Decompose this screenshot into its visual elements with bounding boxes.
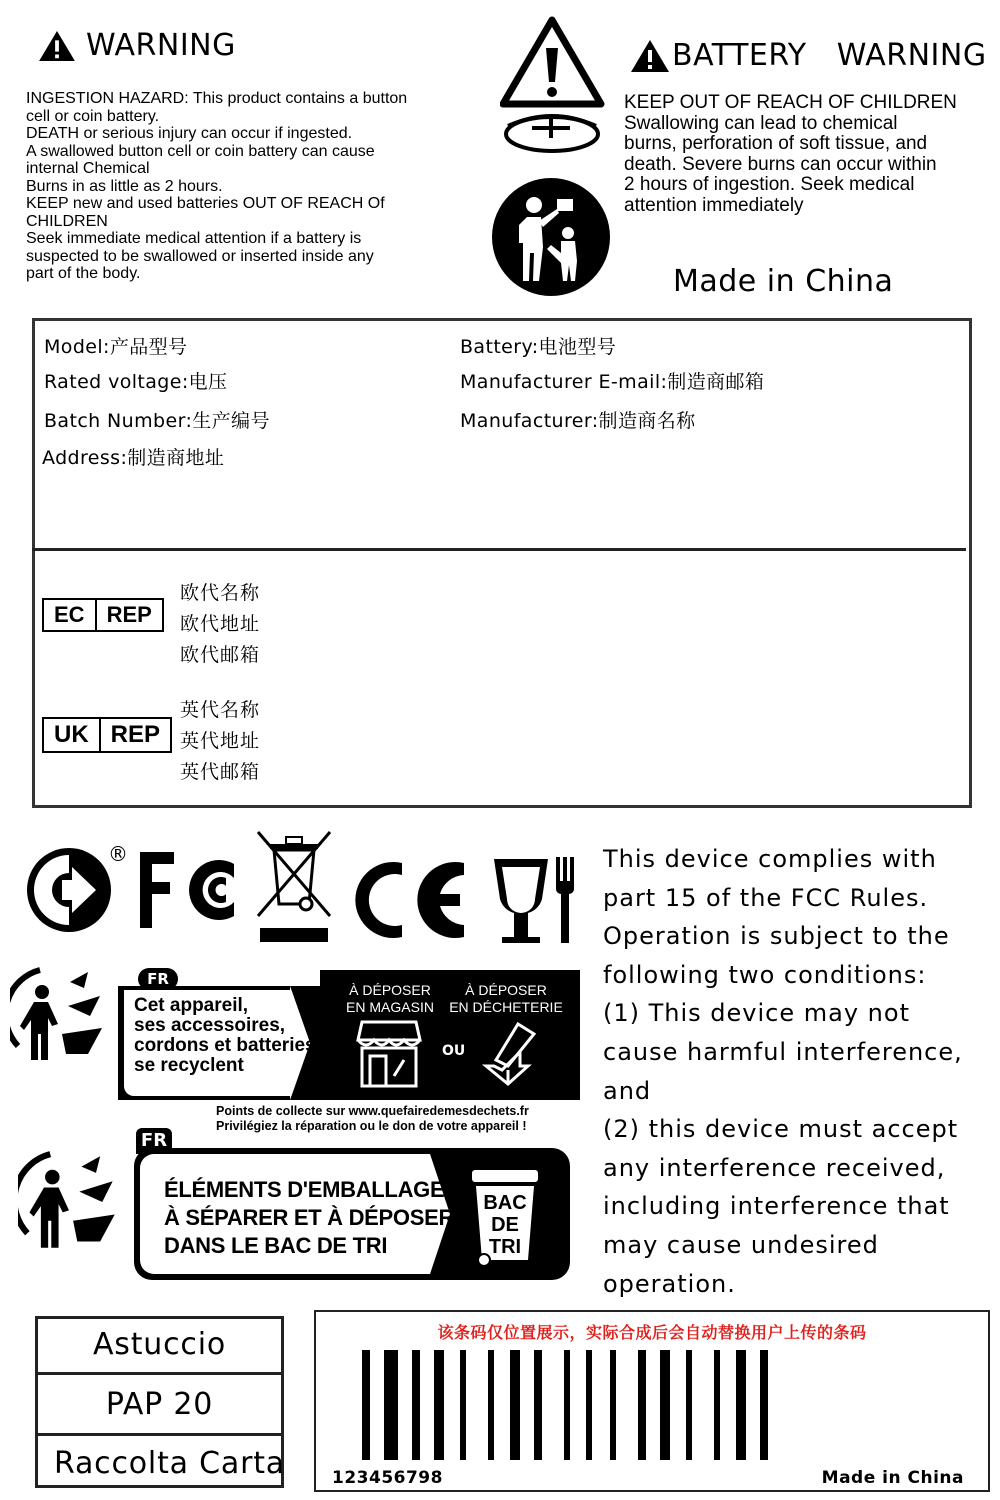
fcc-line: (2) this device must accept [603, 1115, 959, 1144]
uk-rep-address: 英代地址 [180, 730, 261, 752]
voltage-field: Rated voltage:电压 [44, 371, 228, 393]
recycling-table-cell: Astuccio [92, 1327, 226, 1362]
bin-line: TRI [488, 1236, 522, 1258]
triman2-line: ÉLÉMENTS D'EMBALLAGE [164, 1177, 445, 1202]
fcc-line: cause harmful interference, [603, 1037, 963, 1066]
uk-rep-left: UK [54, 721, 89, 748]
fcc-line: Operation is subject to the [603, 922, 950, 951]
triman2-line: DANS LE BAC DE TRI [164, 1233, 388, 1258]
barcode-bar [760, 1350, 768, 1460]
barcode-bar [736, 1350, 746, 1460]
warning-line: Seek immediate medical attention if a battery is suspected to be swallowed or inserted inside any part of the body. [26, 230, 374, 282]
barcode-bar [434, 1350, 444, 1460]
battery-warning-line: Swallowing can lead to chemical [624, 112, 898, 134]
batch-number-field: Batch Number:生产编号 [44, 410, 270, 432]
triman2-line: À SÉPARER ET À DÉPOSER [164, 1205, 455, 1230]
ec-rep-details [180, 578, 260, 671]
bin-line: DE [491, 1214, 519, 1236]
ec-rep-left: EC [54, 602, 85, 627]
triman1-col2 [446, 982, 566, 1016]
battery-warning-line: burns, perforation of soft tissue, and [624, 133, 928, 154]
barcode-bar [686, 1350, 692, 1460]
triman2-text [164, 1176, 454, 1260]
warning-triangle-icon [630, 39, 670, 73]
battery-warning-line: KEEP OUT OF REACH OF CHILDREN [624, 92, 957, 113]
triman1-footer-line: Points de collecte sur www.quefairedemesdechets.fr [216, 1104, 529, 1118]
recycling-table-cell: Raccolta Carta [54, 1446, 285, 1481]
triman2-bin-text [478, 1192, 532, 1258]
barcode-bars [362, 1350, 942, 1460]
triman-icon [18, 1150, 122, 1254]
triman1-line: se recyclent [134, 1055, 244, 1076]
manufacturer-email-field: Manufacturer E-mail:制造商邮箱 [460, 371, 765, 393]
barcode-bar [564, 1350, 570, 1460]
bin-line: BAC [483, 1192, 527, 1214]
fcc-line: (1) This device may not [603, 999, 910, 1028]
battery-warning-line: death. Severe burns can occur within [624, 153, 937, 175]
barcode-bar [534, 1350, 542, 1460]
triman1-col1 [340, 982, 440, 1016]
warning-text [26, 90, 486, 283]
uk-rep-details [180, 695, 260, 788]
fcc-line: including interference that [603, 1192, 950, 1221]
warning-line: Burns in as little as 2 hours. [26, 177, 223, 195]
warning-line: A swallowed button cell or coin battery can cause internal Chemical [26, 142, 375, 177]
warning-title: WARNING [86, 28, 236, 63]
fcc-icon [138, 850, 238, 930]
ec-rep-badge [42, 598, 164, 632]
fcc-line: may cause undesired [603, 1230, 879, 1259]
info-divider [32, 548, 966, 551]
triman1-line: cordons et batteries [134, 1035, 316, 1056]
ec-rep-address: 欧代地址 [180, 613, 261, 635]
battery-warning-line: attention immediately [624, 194, 804, 216]
battery-warning-header [630, 38, 987, 73]
address-field: Address:制造商地址 [42, 447, 225, 469]
triman1-col1-line: À DÉPOSER [349, 982, 431, 998]
warning-line: DEATH or serious injury can occur if ingested. [26, 125, 353, 142]
triman1-col1-line: EN MAGASIN [346, 999, 434, 1015]
barcode-note: 该条码仅位置展示，实际合成后会自动替换用户上传的条码 [437, 1323, 867, 1342]
battery-warning-line: 2 hours of ingestion. Seek medical [624, 174, 915, 195]
barcode-bar [660, 1350, 670, 1460]
barcode-bar [586, 1350, 592, 1460]
ec-rep-name: 欧代名称 [180, 582, 261, 604]
triman1-footer-line: Privilégiez la réparation ou le don de votre appareil ! [216, 1119, 527, 1133]
battery-warning-title: BATTERY WARNING [672, 38, 987, 73]
barcode-box [314, 1310, 990, 1492]
barcode-bar [460, 1350, 466, 1460]
battery-hazard-icon [500, 14, 608, 154]
triman2-fr-badge: FR [136, 1128, 172, 1154]
registered-mark: ® [108, 842, 128, 866]
keep-away-children-icon [491, 177, 611, 297]
green-dot-icon [24, 845, 114, 935]
triman1-col2-line: À DÉPOSER [465, 982, 547, 998]
ec-rep-email: 欧代邮箱 [180, 644, 261, 666]
fcc-line: following two conditions: [603, 960, 927, 989]
store-icon [356, 1020, 422, 1088]
table-divider [38, 1372, 281, 1375]
made-in-label: Made in China [673, 264, 894, 299]
fcc-line: and [603, 1076, 652, 1105]
triman1-fr-badge: FR [138, 968, 178, 990]
barcode-number: 123456798 [332, 1468, 443, 1488]
model-field: Model:产品型号 [44, 336, 188, 358]
barcode-bar [488, 1350, 494, 1460]
barcode-bar [412, 1350, 420, 1460]
manufacturer-field: Manufacturer:制造商名称 [460, 410, 696, 432]
barcode-bar [638, 1350, 646, 1460]
ec-rep-right: REP [95, 600, 162, 630]
barcode-bar [510, 1350, 520, 1460]
battery-warning-text [624, 93, 994, 216]
warning-header [38, 28, 236, 63]
fcc-line: any interference received, [603, 1153, 946, 1182]
recycling-table-cell: PAP 20 [105, 1387, 214, 1422]
recycling-table [35, 1316, 284, 1488]
warning-triangle-icon [38, 30, 76, 62]
warning-line: KEEP new and used batteries OUT OF REACH Of CHILDREN [26, 195, 385, 230]
barcode-made-in: Made in China [821, 1468, 964, 1488]
barcode-bar [362, 1350, 370, 1460]
barcode-bar [384, 1350, 398, 1460]
triman1-text [134, 996, 316, 1076]
battery-field: Battery:电池型号 [460, 336, 617, 358]
food-safe-icon [490, 855, 580, 945]
warning-line: INGESTION HAZARD: This product contains a button cell or coin battery. [26, 90, 408, 125]
triman1-footer [216, 1104, 529, 1134]
triman1-ou: OU [442, 1043, 466, 1059]
fcc-line: This device complies with [603, 845, 937, 873]
uk-rep-right: REP [99, 719, 170, 751]
fcc-line: operation. [603, 1269, 736, 1298]
triman-icon [10, 966, 108, 1066]
triman1-line: Cet appareil, [134, 995, 249, 1016]
uk-rep-badge [42, 717, 172, 753]
ce-mark-icon [352, 855, 472, 945]
barcode-bar [610, 1350, 616, 1460]
drop-off-icon [478, 1020, 544, 1088]
table-divider [38, 1433, 281, 1436]
triman1-col2-line: EN DÉCHETERIE [449, 999, 563, 1015]
barcode-bar [714, 1350, 720, 1460]
uk-rep-name: 英代名称 [180, 699, 261, 721]
fcc-statement [603, 840, 993, 1303]
fcc-line: part 15 of the FCC Rules. [603, 883, 929, 912]
triman1-line: ses accessoires, [134, 1015, 286, 1036]
uk-rep-email: 英代邮箱 [180, 761, 261, 783]
weee-bin-icon [254, 828, 334, 946]
